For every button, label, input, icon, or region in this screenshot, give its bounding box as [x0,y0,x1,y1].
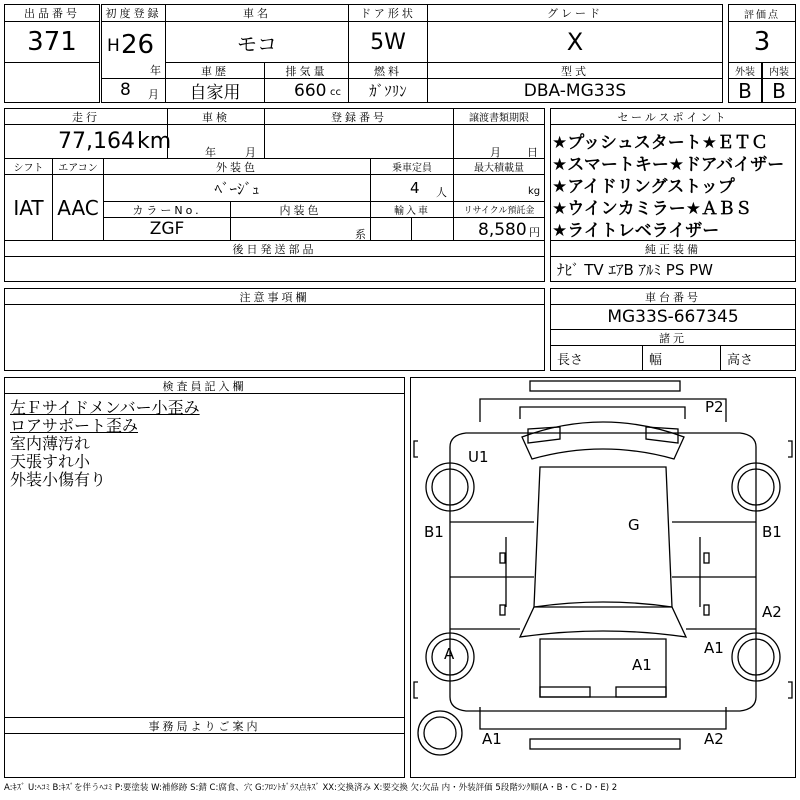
fuel: ｶﾞｿﾘﾝ [348,78,428,103]
yen-unit: 円 [529,226,540,239]
remark: 左Ｆサイドメンバー小歪み [10,398,200,417]
sales-points-label: セールスポイント [550,108,796,125]
import-box-b [411,217,454,241]
later-parts-label: 後日発送部品 [4,240,545,257]
cc-unit: cc [330,87,341,98]
hood-inner [520,407,685,419]
lot-no-label: 出品番号 [4,4,100,22]
inspection-year-unit: 年 [205,146,216,159]
reg-no-box [264,124,454,159]
mark-a: A [444,645,455,663]
lot-no: 371 [4,21,100,63]
interior-label: 内装 [762,62,796,79]
left-rear-bracket [414,682,418,698]
exterior-label: 外装 [728,62,762,79]
color: ﾍﾞｰｼﾞｭ [103,174,371,202]
mileage: 77,164 [58,129,135,154]
remark: 室内薄汚れ [10,434,91,453]
displacement-label: 排気量 [264,62,349,79]
left-front-bracket [414,441,418,457]
exterior-grade: B [728,78,762,103]
import-box-a [370,217,412,241]
kg-unit: kg [528,186,541,197]
score: 3 [728,21,796,63]
mark-a2-right: A2 [762,603,782,621]
notes-label: 注意事項欄 [4,288,545,305]
chassis-label: 車台番号 [550,288,796,305]
office-box [4,733,405,778]
equipment-label: 純正装備 [550,240,796,257]
sales-point: ★アイドリングストップ [552,177,735,197]
first-reg-year: 26 [121,30,155,60]
color-label: 外装色 [103,158,371,175]
lot-no-blank [4,62,100,103]
inspection-label: 車検 [167,108,265,125]
transfer-label: 譲渡書類期限 [453,108,545,125]
inspector-label: 検査員記入欄 [4,377,405,394]
km-unit: km [137,129,172,154]
mark-a1-right: A1 [704,639,724,657]
rear-bumper [530,739,680,749]
later-parts-box [4,256,545,282]
color-no: ZGF [103,217,231,241]
history-label: 車歴 [165,62,265,79]
dims-width: 幅 [642,345,721,371]
mark-g: G [628,516,640,534]
model-label: 型式 [427,62,723,79]
right-front-bracket [788,441,792,457]
reg-no-label: 登録番号 [264,108,454,125]
sales-point: ★ライトレベライザー [552,221,720,241]
car-name-label: 車名 [165,4,349,22]
car-diagram [410,377,796,778]
office-label: 事務局よりご案内 [4,717,405,734]
dims-label: 諸元 [550,329,796,346]
mileage-label: 走行 [4,108,168,125]
remark: 天張すれ小 [10,452,91,471]
door-label: ドア形状 [348,4,428,22]
ac: AAC [52,174,104,241]
dims-height: 高さ [720,345,796,371]
person-unit: 人 [436,186,447,199]
sales-point: ★スマートキー★ドアバイザー [552,155,785,175]
grade: X [427,21,723,63]
inspection-month-unit: 月 [245,146,256,159]
grade-label: グレード [427,4,723,22]
notes-box [4,304,545,371]
capacity-label: 乗車定員 [370,158,454,175]
roof [534,467,672,607]
door-type: 5W [348,21,428,63]
score-label: 評価点 [728,4,796,22]
fuel-label: 燃料 [348,62,428,79]
chassis-no: MG33S-667345 [550,304,796,330]
month-unit: 月 [148,88,159,101]
remark: 外装小傷有り [10,470,107,489]
kei-unit: 系 [355,228,366,241]
front-bumper [530,381,680,391]
shift: IAT [4,174,53,241]
shift-label: シフト [4,158,53,175]
recycle-label: リサイクル預託金 [453,201,545,218]
int-color-box [230,217,371,241]
mark-a1-bottom: A1 [482,730,502,748]
spare-wheel-inner [424,717,456,749]
transfer-day-unit: 日 [527,146,538,159]
legend: A:ｷｽﾞ U:ﾍｺﾐ B:ｷｽﾞを伴うﾍｺﾐ P:要塗装 W:補修跡 S:錆 C:腐食、穴 G:ﾌﾛﾝﾄｶﾞﾗｽ点ｷｽﾞ XX:交換済み X:要交換 欠:欠品 内・外装評価 5段階ﾗﾝｸ順(A・B・C・D・E) 2 [4,783,618,793]
rear-bumper-outline [480,707,726,729]
mark-b1-left: B1 [424,523,444,541]
capacity: 4 [410,179,420,197]
sales-point: ★プッシュスタート★ＥＴＣ [552,133,768,153]
rear-lamp-left [540,687,590,697]
int-color-label: 内装色 [230,201,371,218]
first-reg-label: 初度登録 [101,4,166,22]
right-rear-handle [704,605,709,615]
mark-u1: U1 [468,448,489,466]
left-rear-handle [500,605,505,615]
remark: ロアサポート歪み [10,416,139,435]
import-label: 輸入車 [370,201,454,218]
year-unit: 年 [150,64,161,77]
model-code: DBA-MG33S [427,78,723,103]
interior-grade: B [762,78,796,103]
era: H [107,36,120,56]
recycle-fee: 8,580 [478,220,527,240]
right-handle [704,553,709,563]
rear-lamp-right [616,687,666,697]
color-no-label: カラーNo. [103,201,231,218]
mark-a2-bottom: A2 [704,730,724,748]
front-hood-outline [480,399,726,422]
ac-label: エアコン [52,158,104,175]
mark-p2: P2 [705,398,724,416]
left-handle [500,553,505,563]
mark-b1-right: B1 [762,523,782,541]
right-rear-bracket [788,682,792,698]
body-outline [450,433,756,711]
mark-a1-center: A1 [632,656,652,674]
sales-point: ★ウインカミラー★ＡＢＳ [552,199,752,219]
windshield-corners [528,427,678,443]
transfer-month-unit: 月 [490,146,501,159]
dims-length: 長さ [550,345,643,371]
history: 自家用 [165,78,265,103]
equipment: ﾅﾋﾞ TV ｴｱB ｱﾙﾐ PS PW [550,256,796,282]
car-name: モコ [165,21,349,63]
load-label: 最大積載量 [453,158,545,175]
first-reg-month: 8 [120,80,131,100]
displacement: 660 [294,81,327,101]
